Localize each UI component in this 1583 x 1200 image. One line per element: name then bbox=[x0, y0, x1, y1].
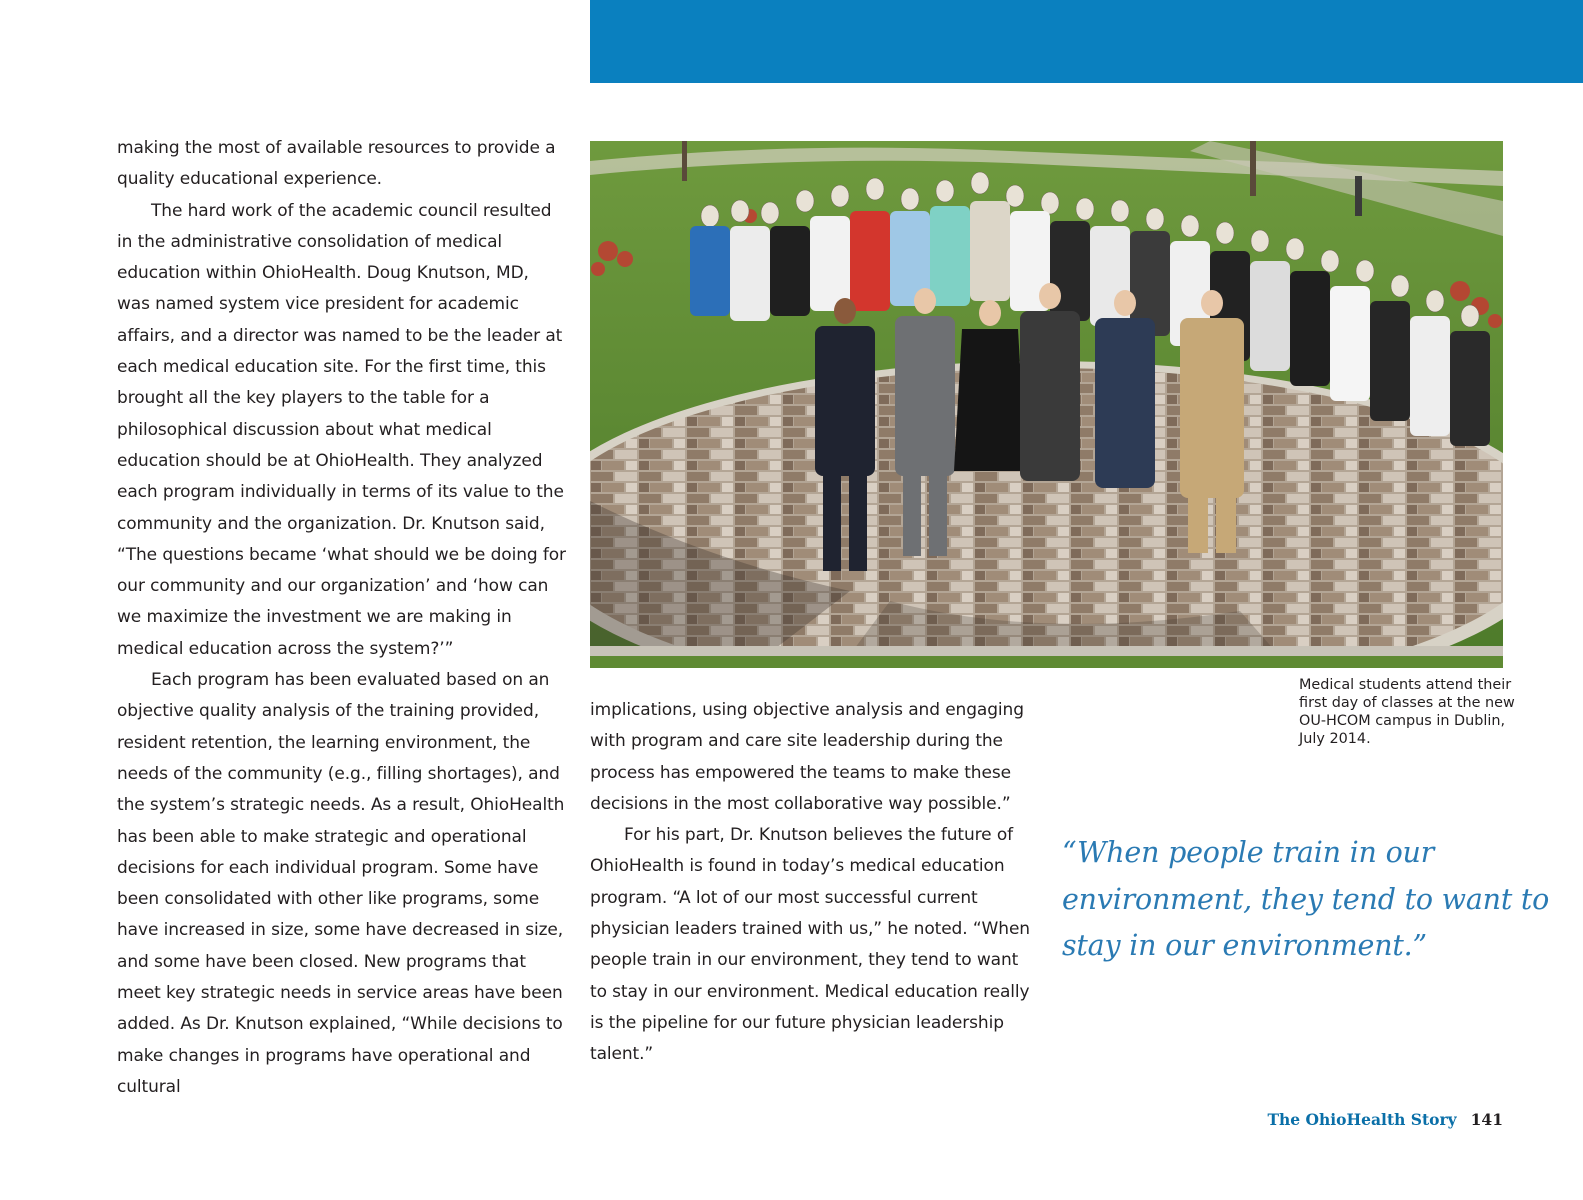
body-paragraph: For his part, Dr. Knutson believes the future of OhioHealth is found in today’s medical education program. “A lot of our most successful current physician leaders trained with us,” he noted. “When people train in our environment, they tend to want to stay in our environment. Medical education really is the pipeline for our future physician leadership talent.” bbox=[590, 825, 1030, 1065]
body-paragraph: Each program has been evaluated based on an objective quality analysis of the training provided, resident retention, the learning environment, the needs of the community (e.g., filling shortages), and the system’s strategic needs. As a result, OhioHealth has been able to make strategic and operational decisions for each individual program. Some have been consolidated with other like programs, some have increased in size, some have decreased in size, and some have been closed. New programs that meet key strategic needs in service areas have been added. As Dr. Knutson explained, “While decisions to make changes in programs have operational and cultural bbox=[117, 670, 565, 1097]
left-text-column bbox=[117, 133, 567, 1103]
pull-quote: “When people train in our environment, they tend to want to stay in our environment.” bbox=[1062, 836, 1550, 962]
book-title: The OhioHealth Story bbox=[1267, 1110, 1457, 1129]
body-paragraph: implications, using objective analysis and engaging with program and care site leadership during the process has empowered the teams to make these decisions in the most collaborative way possible.” bbox=[590, 700, 1024, 814]
group-photo-illustration bbox=[590, 141, 1503, 668]
page-footer bbox=[1267, 1110, 1503, 1129]
photo-caption: Medical students attend their first day of classes at the new OU-HCOM campus in Dublin, July 2014. bbox=[1299, 677, 1515, 747]
group-photo bbox=[590, 141, 1503, 668]
body-paragraph: making the most of available resources to provide a quality educational experience. bbox=[117, 138, 556, 190]
page-number: 141 bbox=[1470, 1110, 1503, 1129]
body-paragraph: The hard work of the academic council resulted in the administrative consolidation of medical education within OhioHealth. Doug Knutson, MD, was named system vice president for academic affairs, and a director was named to be the leader at each medical education site. For the first time, this brought all the key players to the table for a philosophical discussion about what medical education should be at OhioHealth. They analyzed each program individually in terms of its value to the community and the organization. Dr. Knutson said, “The questions became ‘what should we be doing for our community and our organization’ and ‘how can we maximize the investment we are making in medical education across the system?’” bbox=[117, 200, 566, 659]
middle-text-column bbox=[590, 695, 1040, 1071]
header-color-band bbox=[590, 0, 1583, 83]
